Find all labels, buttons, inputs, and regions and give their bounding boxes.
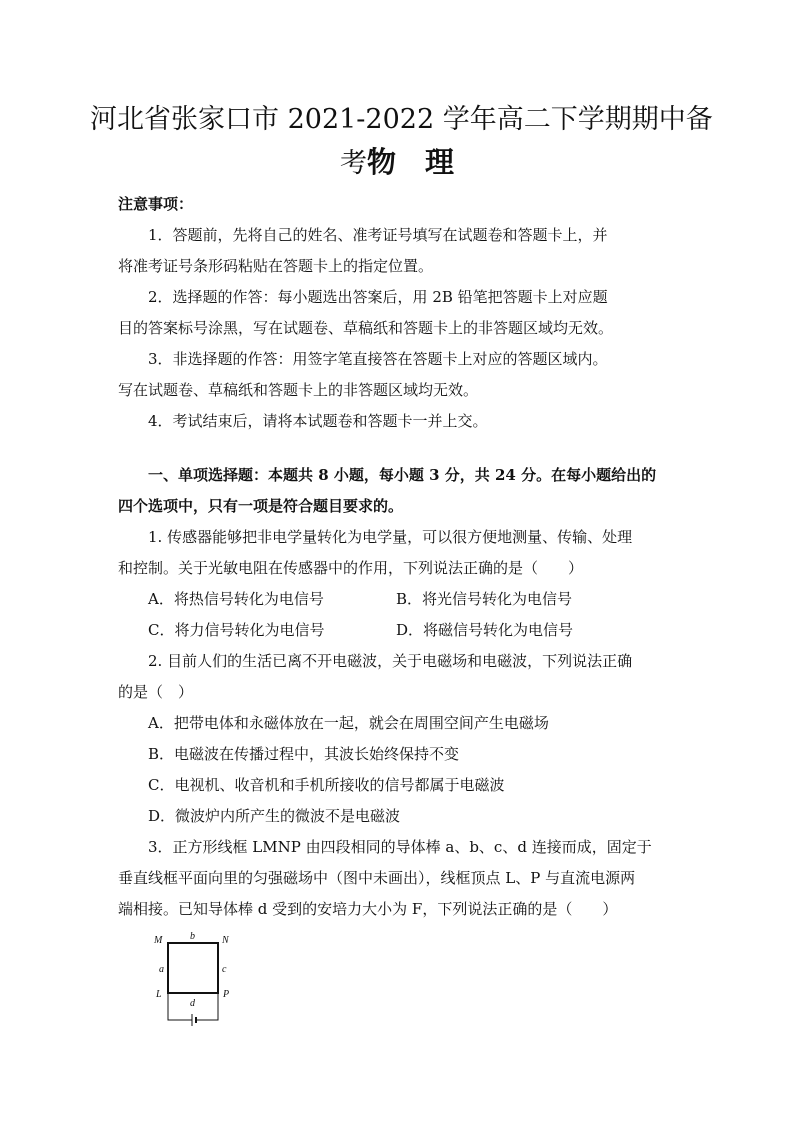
q2-option-b: B．电磁波在传播过程中，其波长始终保持不变 bbox=[148, 745, 460, 763]
q1-option-a: A．将热信号转化为电信号 bbox=[148, 590, 324, 608]
square-frame-figure bbox=[150, 932, 240, 1028]
q2-option-a: A．把带电体和永磁体放在一起，就会在周围空间产生电磁场 bbox=[148, 714, 549, 732]
q3-stem-line-2: 垂直线框平面向里的匀强磁场中（图中未画出），线框顶点 L、P 与直流电源两 bbox=[118, 869, 636, 887]
notice-1-line-1: 1．答题前，先将自己的姓名、准考证号填写在试题卷和答题卡上，并 bbox=[148, 226, 608, 244]
q1-stem-line-2: 和控制。关于光敏电阻在传感器中的作用，下列说法正确的是（ ） bbox=[118, 559, 584, 577]
q3-stem-line-3: 端相接。已知导体棒 d 受到的安培力大小为 F，下列说法正确的是（ ） bbox=[118, 900, 618, 918]
notice-3-line-1: 3．非选择题的作答：用签字笔直接答在答题卡上对应的答题区域内。 bbox=[148, 350, 608, 368]
q1-option-c: C．将力信号转化为电信号 bbox=[148, 621, 325, 639]
notice-2-line-2: 目的答案标号涂黑，写在试题卷、草稿纸和答题卡上的非答题区域均无效。 bbox=[118, 319, 614, 337]
title-line-2 bbox=[90, 142, 704, 184]
wire-right bbox=[197, 993, 218, 1020]
side-label-d: d bbox=[190, 998, 195, 1009]
side-label-a: a bbox=[159, 964, 164, 975]
section-1-heading-line-1: 一、单项选择题：本题共 8 小题，每小题 3 分，共 24 分。在每小题给出的 bbox=[148, 466, 657, 484]
side-label-b: b bbox=[190, 932, 195, 942]
corner-label-p: P bbox=[223, 989, 230, 1000]
corner-label-m: M bbox=[154, 935, 163, 946]
notice-4-line-1: 4．考试结束后，请将本试题卷和答题卡一并上交。 bbox=[148, 412, 488, 430]
title-line-1: 河北省张家口市 2021-2022 学年高二下学期期中备 bbox=[90, 104, 713, 135]
corner-label-n: N bbox=[222, 935, 229, 946]
q1-stem-line-1: 1. 传感器能够把非电学量转化为电学量，可以很方便地测量、传输、处理 bbox=[148, 528, 633, 546]
q3-stem-line-1: 3．正方形线框 LMNP 由四段相同的导体棒 a、b、c、d 连接而成，固定于 bbox=[148, 838, 652, 856]
q2-stem-line-2: 的是（ ） bbox=[118, 683, 194, 701]
q2-option-d: D．微波炉内所产生的微波不是电磁波 bbox=[148, 807, 401, 825]
q1-option-b: B．将光信号转化为电信号 bbox=[396, 590, 573, 608]
title-prefix: 考 bbox=[339, 148, 367, 179]
q2-stem-line-1: 2. 目前人们的生活已离不开电磁波，关于电磁场和电磁波，下列说法正确 bbox=[148, 652, 633, 670]
notice-heading: 注意事项： bbox=[118, 195, 194, 213]
notice-2-line-1: 2．选择题的作答：每小题选出答案后，用 2B 铅笔把答题卡上对应题 bbox=[148, 288, 608, 306]
q2-option-c: C．电视机、收音机和手机所接收的信号都属于电磁波 bbox=[148, 776, 505, 794]
side-label-c: c bbox=[222, 964, 227, 975]
notice-3-line-2: 写在试题卷、草稿纸和答题卡上的非答题区域均无效。 bbox=[118, 381, 479, 399]
q1-option-d: D．将磁信号转化为电信号 bbox=[396, 621, 574, 639]
wire-left bbox=[168, 993, 192, 1020]
section-1-heading-line-2: 四个选项中，只有一项是符合题目要求的。 bbox=[118, 497, 404, 515]
frame-square bbox=[168, 943, 218, 993]
corner-label-l: L bbox=[156, 989, 162, 1000]
notice-1-line-2: 将准考证号条形码粘贴在答题卡上的指定位置。 bbox=[118, 257, 434, 275]
subject-title: 物 理 bbox=[366, 145, 454, 179]
